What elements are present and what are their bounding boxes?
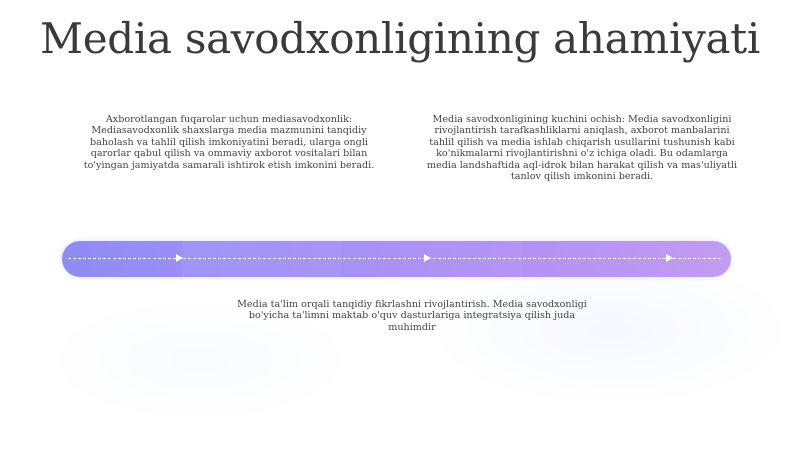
text-block-bottom: Media ta'lim orqali tanqidiy fikrlashni rivojlantirish. Media savodxonligi bo'yicha ta'limni maktab o'quv dasturlariga integratsiya qilish juda muhimdir bbox=[237, 299, 587, 333]
timeline-segment-2 bbox=[342, 241, 522, 277]
timeline-arrow-icon bbox=[666, 254, 673, 262]
timeline-bar bbox=[62, 241, 731, 277]
timeline-arrow-icon bbox=[424, 254, 431, 262]
timeline-arrow-icon bbox=[176, 254, 183, 262]
slide-title: Media savodxonligining ahamiyati bbox=[40, 14, 760, 63]
timeline-dashed-line bbox=[68, 258, 721, 259]
text-block-right: Media savodxonligining kuchini ochish: Media savodxonligini rivojlantirish tarafkashliklarni aniqlash, axborot manbalarini tahlil qilish va media ishlab chiqarish usullarini tushunish kabi ko'nikmalarni rivojlantirishni o'z ichiga oladi. Bu odamlarga media landshaftida aql-idrok bilan harakat qilish va mas'uliyatli tanlov qilish imkonini beradi. bbox=[426, 114, 738, 183]
text-block-left: Axborotlangan fuqarolar uchun mediasavodxonlik: Mediasavodxonlik shaxslarga media mazmunini tanqidiy baholash va tahlil qilish imkoniyatini beradi, ularga ongli qarorlar qabul qilish va ommaviy axborot vositalari bilan to'yingan jamiyatda samarali ishtirok etish imkonini beradi. bbox=[83, 114, 375, 171]
timeline-segment-1 bbox=[182, 241, 342, 277]
